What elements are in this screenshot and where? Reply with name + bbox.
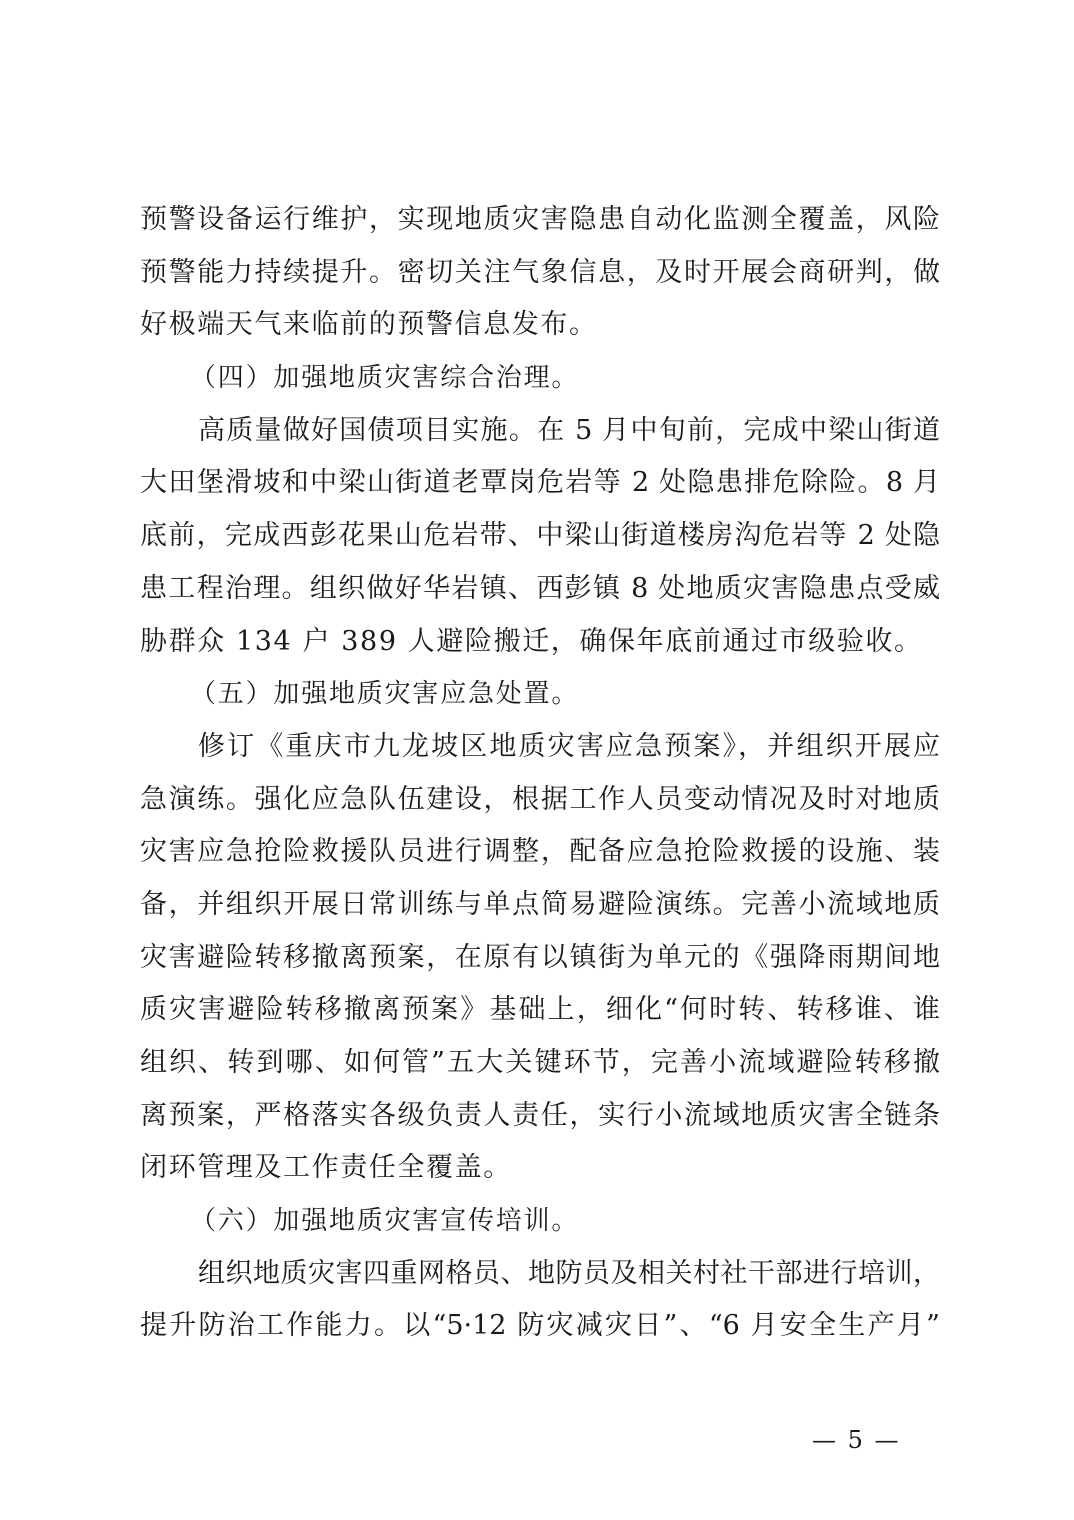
paragraph-line: 提升防治工作能力。以“5·12 防灾减灾日”、“6 月安全生产月” <box>140 1310 940 1342</box>
section-heading-4: （四）加强地质灾害综合治理。 <box>190 363 580 394</box>
paragraph-line: 大田堡滑坡和中梁山街道老覃岗危岩等 2 处隐患排危除险。8 月 <box>140 467 940 499</box>
section-heading-5: （五）加强地质灾害应急处置。 <box>190 679 580 710</box>
paragraph-line: 质灾害避险转移撤离预案》基础上，细化“何时转、转移谁、谁 <box>140 994 940 1026</box>
paragraph-line: 离预案，严格落实各级负责人责任，实行小流域地质灾害全链条 <box>140 1099 940 1131</box>
body-text <box>140 194 940 1353</box>
paragraph-line: 胁群众 134 户 389 人避险搬迁，确保年底前通过市级验收。 <box>140 625 923 657</box>
page-number: — 5 — <box>812 1426 901 1454</box>
paragraph-line: 灾害应急抢险救援队员进行调整，配备应急抢险救援的设施、装 <box>140 836 940 868</box>
paragraph-line: 组织地质灾害四重网格员、地防员及相关村社干部进行培训， <box>198 1257 940 1289</box>
paragraph-line: 预警能力持续提升。密切关注气象信息，及时开展会商研判，做 <box>140 256 940 288</box>
paragraph-line: 备，并组织开展日常训练与单点简易避险演练。完善小流域地质 <box>140 888 940 920</box>
section-heading-6: （六）加强地质灾害宣传培训。 <box>190 1206 580 1237</box>
paragraph-line: 底前，完成西彭花果山危岩带、中梁山街道楼房沟危岩等 2 处隐 <box>140 520 940 552</box>
paragraph-line: 组织、转到哪、如何管”五大关键环节，完善小流域避险转移撤 <box>140 1047 940 1078</box>
paragraph-line: 修订《重庆市九龙坡区地质灾害应急预案》，并组织开展应 <box>198 730 940 762</box>
paragraph-line: 急演练。强化应急队伍建设，根据工作人员变动情况及时对地质 <box>140 783 940 815</box>
paragraph-line: 预警设备运行维护，实现地质灾害隐患自动化监测全覆盖，风险 <box>140 204 940 235</box>
paragraph-line: 患工程治理。组织做好华岩镇、西彭镇 8 处地质灾害隐患点受威 <box>140 572 940 604</box>
paragraph-line: 闭环管理及工作责任全覆盖。 <box>140 1152 512 1184</box>
paragraph-line: 灾害避险转移撤离预案，在原有以镇街为单元的《强降雨期间地 <box>140 941 940 973</box>
paragraph-line: 高质量做好国债项目实施。在 5 月中旬前，完成中梁山街道 <box>198 414 940 446</box>
paragraph-line: 好极端天气来临前的预警信息发布。 <box>140 309 598 341</box>
